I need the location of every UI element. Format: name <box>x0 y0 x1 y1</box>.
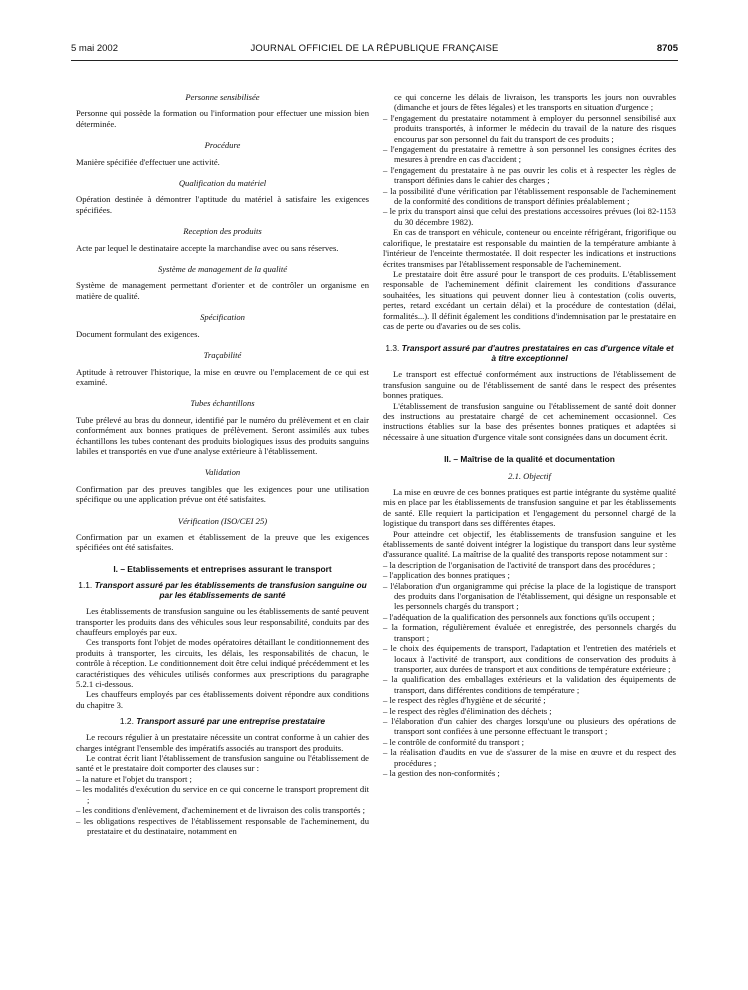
definition-term: Système de management de la qualité <box>157 264 288 275</box>
quality-list <box>383 560 676 779</box>
list-item: – la description de l'organisation de l'activité de transport dans des procédures ; <box>383 560 676 570</box>
subsection-number: 1.2. <box>119 716 134 727</box>
list-item: – le respect des règles d'élimination des déchets ; <box>383 706 676 716</box>
subsection-heading <box>383 471 676 481</box>
subsection-heading <box>76 580 369 600</box>
definition-term: Reception des produits <box>183 226 262 237</box>
paragraph: Pour atteindre cet objectif, les établissements de transfusion sanguine et les établissements de santé doivent intégrer la logistique du transport dans leur système d'assurance qualité. La maîtrise de la qualité des transports repose notamment sur : <box>383 528 676 560</box>
definition-term: Vérification (ISO/CEI 25) <box>177 515 268 526</box>
list-item: – l'élaboration d'un organigramme qui précise la place de la logistique de transport des produits dans l'organisation de l'établissement, qui désigne un responsable et les personnels chargés du transport ; <box>383 581 676 612</box>
header-rule <box>71 60 678 61</box>
subsection-heading <box>383 343 676 363</box>
subsection-number: 1.1. <box>78 580 93 591</box>
list-item: – le choix des équipements de transport, l'adaptation et l'entretien des matériels et locaux à l'activité de transport, aux conditions de conservation des produits à transporter, aux durées de transport et aux conditions de température extérieure ; <box>383 643 676 674</box>
definition-text: Confirmation par un examen et établissement de la preuve que les exigences spécifiées ont été satisfaites. <box>76 531 369 553</box>
clause-list <box>76 774 369 836</box>
paragraph: Le contrat écrit liant l'établissement de transfusion sanguine ou l'établissement de santé et le prestataire doit comporter des clauses sur : <box>76 753 369 774</box>
subsection-title: Transport assuré par une entreprise prestataire <box>136 716 326 727</box>
list-item: – l'application des bonnes pratiques ; <box>383 570 676 580</box>
list-item: – le respect des règles d'hygiène et de sécurité ; <box>383 695 676 705</box>
list-item: – la réalisation d'audits en vue de s'assurer de la mise en œuvre et du respect des procédures ; <box>383 747 676 768</box>
definition-text: Système de management permettant d'orienter et de contrôler un organisme en matière de qualité. <box>76 280 369 301</box>
subsection-number: 1.3. <box>385 343 400 354</box>
definition-term: Procédure <box>204 140 241 151</box>
paragraph: Les établissements de transfusion sanguine ou les établissements de santé peuvent transporter les produits dans des véhicules sous leur responsabilité, conduits par des chauffeurs employés par eux. <box>76 606 369 637</box>
list-item: – la gestion des non-conformités ; <box>383 768 676 778</box>
page-header <box>71 43 678 57</box>
clause-list <box>383 113 676 227</box>
list-item: – la formation, régulièrement évaluée et enregistrée, des personnels chargés du transport ; <box>383 622 676 643</box>
list-item: – les conditions d'enlèvement, d'acheminement et de livraison des colis transportés ; <box>76 805 369 815</box>
definition-text: Aptitude à retrouver l'historique, la mise en œuvre ou l'emplacement de ce qui est examiné. <box>76 366 369 387</box>
paragraph: Le recours régulier à un prestataire nécessite un contrat conforme à un cahier des charges intégrant l'ensemble des impératifs associés au transport des produits. <box>76 732 369 753</box>
paragraph: En cas de transport en véhicule, conteneur ou enceinte réfrigérant, frigorifique ou calorifique, le prestataire est responsable du maintien de la température ambiante à l'intérieur de l'enceinte thermostatée. Il doit respecter les indications et instructions écrites transmises par l'établissement responsable de l'acheminement. <box>383 227 676 269</box>
list-item: – les obligations respectives de l'établissement responsable de l'acheminement, du prestataire et du destinataire, notamment en <box>76 816 369 837</box>
list-item: – l'adéquation de la qualification des personnels aux fonctions qu'ils occupent ; <box>383 612 676 622</box>
list-item: – l'engagement du prestataire à ne pas ouvrir les colis et à respecter les règles de transport définies dans le cahier des charges ; <box>383 165 676 186</box>
definition-text: Document formulant des exigences. <box>76 328 200 339</box>
definition-term: Spécification <box>200 312 245 323</box>
paragraph: Les chauffeurs employés par ces établissements doivent répondre aux conditions du chapitre 3. <box>76 689 369 710</box>
section-heading: I. – Etablissements et entreprises assurant le transport <box>113 563 332 574</box>
publication-date: 5 mai 2002 <box>71 43 119 54</box>
paragraph: L'établissement de transfusion sanguine ou l'établissement de santé doit donner des instructions au prestataire chargé de cet acheminement occasionnel. Ces instructions établies sur la base des présentes bonnes pratiques et adaptées si nécessaire à une situation d'urgence vitale sont consignées dans un document écrit. <box>383 400 676 442</box>
definition-text: Confirmation par des preuves tangibles que les exigences pour une utilisation spécifique ou une application prévue ont été satisfaites. <box>76 483 369 505</box>
list-item: – la nature et l'objet du transport ; <box>76 774 369 784</box>
list-item: – l'élaboration d'un cahier des charges lorsqu'une ou plusieurs des opérations de transport sont confiées à une personne effectuant le transport ; <box>383 716 676 737</box>
page-number: 8705 <box>656 43 678 54</box>
list-item: – la qualification des emballages extérieurs et la validation des équipements de transport, dans différentes conditions de température ; <box>383 674 676 695</box>
journal-title: JOURNAL OFFICIEL DE LA RÉPUBLIQUE FRANÇAISE <box>250 43 499 54</box>
definition-text: Acte par lequel le destinataire accepte la marchandise avec ou sans réserves. <box>76 242 339 253</box>
list-item: – l'engagement du prestataire à remettre à son personnel les consignes écrites des mesures à prendre en cas d'accident ; <box>383 144 676 165</box>
definition-text: Tube prélevé au bras du donneur, identifié par le numéro du prélèvement et en clair conformément aux bonnes pratiques de prélèvement. Seront assimilés aux tubes échantillons les tubes contenant des produits biologiques issus des produits sanguins labiles et transportés en vue d'une analyse extérieure à l'établissement. <box>76 414 369 456</box>
paragraph: La mise en œuvre de ces bonnes pratiques est partie intégrante du système qualité mis en place par les établissements de transfusion sanguine et par les établissements de santé. Elle requiert la participation et l'engagement du personnel chargé de la logistique du transport dans ses différentes étapes. <box>383 487 676 529</box>
list-item: – le contrôle de conformité du transport ; <box>383 737 676 747</box>
list-item: – l'engagement du prestataire notamment à employer du personnel sensibilisé aux produits transportés, à informer le médecin du travail de la nature des risques encourus par son personnel du fait du transport de ces produits ; <box>383 113 676 144</box>
definitions-list <box>76 92 369 553</box>
definition-text: Manière spécifiée d'effectuer une activité. <box>76 156 220 167</box>
definition-term: Validation <box>204 467 241 478</box>
list-item: – le prix du transport ainsi que celui des prestations accessoires prévues (loi 82-1153 du 30 décembre 1982). <box>383 206 676 227</box>
subsection-number: 2.1. <box>508 470 522 481</box>
subsection-title: Transport assuré par les établissements de transfusion sanguine ou par les établissements de santé <box>94 580 367 601</box>
definition-text: Personne qui possède la formation ou l'information pour effectuer une mission bien déterminée. <box>76 108 369 129</box>
definition-text: Opération destinée à démontrer l'aptitude du matériel à satisfaire les exigences spécifiées. <box>76 194 369 215</box>
paragraph: Le prestataire doit être assuré pour le transport de ces produits. L'établissement responsable de l'acheminement définit clairement les conditions d'assurance souhaitées, les situations qui peuvent donner lieu à contestation (colis ouverts, pertes, retard excédant un certain délai) et la procédure de contestation (délai, formalités...). Il définit également les conditions d'indemnisation par le prestataire en cas de perte ou d'avaries ou de ses colis. <box>383 268 676 331</box>
definition-term: Personne sensibilisée <box>185 92 260 102</box>
definition-term: Traçabilité <box>203 350 242 361</box>
right-column <box>383 92 676 778</box>
continued-text: ce qui concerne les délais de livraison, les transports les jours non ouvrables (dimanche et jours de fêtes légales) et les transports en situation d'urgence ; <box>394 92 676 113</box>
subsection-title: Objectif <box>523 470 551 481</box>
left-column <box>76 92 369 836</box>
list-item: – la possibilité d'une vérification par l'établissement responsable de l'acheminement de la conformité des conditions de transport définies préalablement ; <box>383 186 676 207</box>
section-heading: II. – Maîtrise de la qualité et documentation <box>444 454 615 465</box>
paragraph: Le transport est effectué conformément aux instructions de l'établissement de transfusion sanguine ou de l'établissement de santé dans le respect des présentes bonnes pratiques. <box>383 369 676 401</box>
list-item: – les modalités d'exécution du service en ce qui concerne le transport proprement dit ; <box>76 784 369 805</box>
definition-term: Qualification du matériel <box>178 178 267 189</box>
subsection-title: Transport assuré par d'autres prestataires en cas d'urgence vitale et à titre exceptionnel <box>401 343 674 364</box>
subsection-heading <box>76 716 369 726</box>
paragraph: Ces transports font l'objet de modes opératoires détaillant le conditionnement des produits à transporter, les circuits, les délais, les responsabilités de chacun, le contrôle à réception. Le conditionnement doit être celui indiqué précédemment et les caractéristiques des véhicules utilisés conformes aux prescriptions du paragraphe 5.2.1 ci-dessous. <box>76 637 369 690</box>
definition-term: Tubes échantillons <box>190 398 255 409</box>
